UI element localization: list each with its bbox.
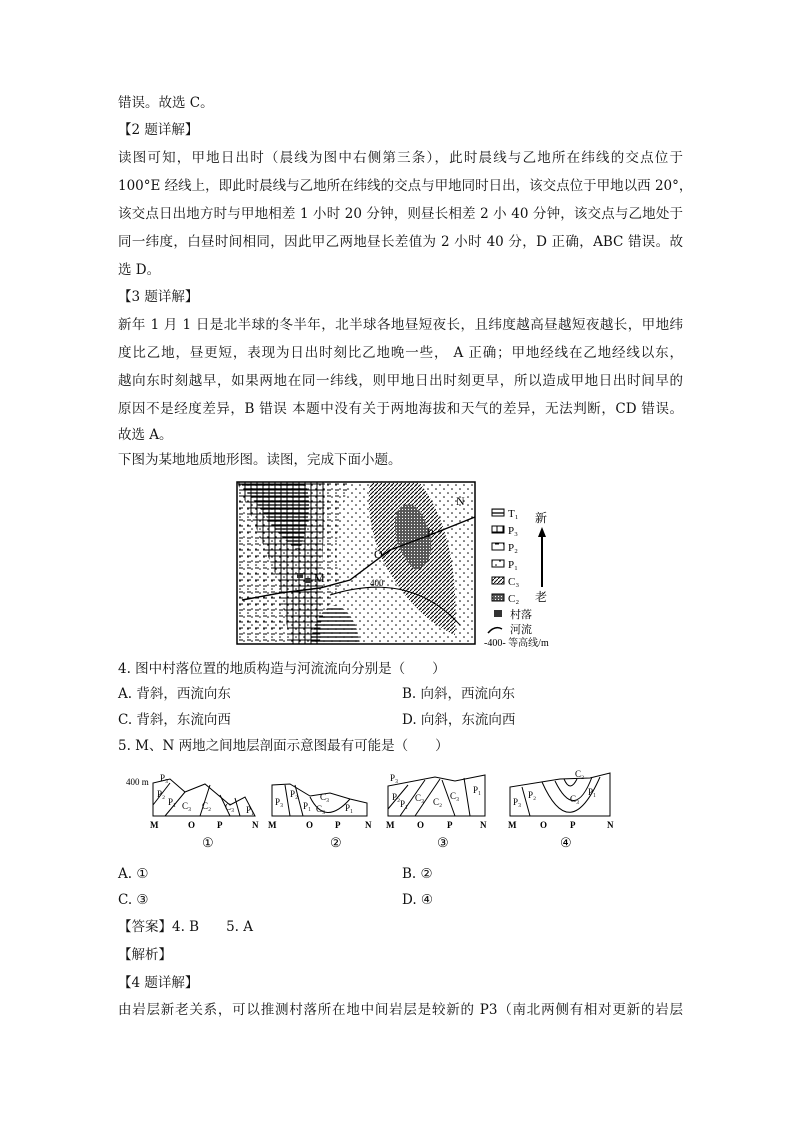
svg-text:N: N: [480, 820, 487, 830]
map-label-m: M: [314, 571, 325, 585]
svg-text:C₂: C₂: [202, 801, 212, 811]
svg-text:M: M: [508, 820, 517, 830]
svg-text:C₂: C₂: [508, 593, 520, 605]
svg-text:400 m: 400 m: [126, 777, 149, 787]
svg-text:N: N: [365, 820, 372, 830]
svg-text:N: N: [607, 820, 614, 830]
svg-text:P₂: P₂: [508, 542, 518, 554]
svg-text:C₃: C₃: [450, 791, 460, 801]
svg-text:C₃: C₃: [225, 802, 235, 812]
svg-text:P₃: P₃: [513, 797, 522, 807]
analysis-heading: 【解析】: [118, 947, 172, 963]
svg-text:O: O: [188, 820, 196, 830]
svg-text:M: M: [150, 820, 159, 830]
svg-text:M: M: [268, 820, 277, 830]
svg-text:C₃: C₃: [570, 794, 580, 804]
svg-text:C₃: C₃: [316, 804, 326, 814]
q4-option-d[interactable]: D. 向斜，东流向西: [402, 712, 516, 728]
svg-text:T₁: T₁: [508, 508, 519, 520]
svg-text:C₃: C₃: [508, 576, 520, 588]
svg-text:C₃: C₃: [320, 792, 330, 802]
text-line: 故选 A。: [118, 427, 173, 443]
svg-text:P: P: [217, 820, 223, 830]
question-4-stem: 4. 图中村落位置的地质构造与河流流向分别是（ ）: [118, 661, 446, 677]
text-line: 原因不是经度差异，B 错误 本题中没有关于两地海拔和天气的差异，无法判断，CD 错误。: [118, 401, 683, 417]
svg-text:P₁: P₁: [345, 803, 354, 813]
profile-3: [388, 773, 485, 850]
svg-text:P₂: P₂: [528, 790, 537, 800]
svg-text:M: M: [386, 820, 395, 830]
svg-text:老: 老: [535, 590, 548, 604]
text-line: 新年 1 月 1 日是北半球的冬半年，北半球各地昼短夜长，且纬度越高昼越短夜越长，甲地纬: [118, 317, 683, 333]
text-line: 同一纬度，白昼时间相同，因此甲乙两地昼长差值为 2 小时 40 分，D 正确，ABC 错误。故: [118, 234, 683, 250]
text-line: 下图为某地地质地形图。读图，完成下面小题。: [118, 452, 402, 468]
q5-option-a[interactable]: A. ①: [118, 866, 149, 882]
svg-text:P₁: P₁: [168, 797, 177, 807]
svg-text:P₃: P₃: [390, 773, 399, 783]
svg-text:P: P: [335, 820, 341, 830]
svg-text:P₂: P₂: [392, 792, 401, 802]
section-heading: 【2 题详解】: [118, 122, 199, 138]
text-line: 100°E 经线上，即此时晨线与乙地所在纬线的交点与甲地同时日出，该交点位于甲地以西 20°，: [118, 178, 693, 194]
svg-text:P₂: P₂: [290, 789, 299, 799]
svg-text:P₁: P₁: [588, 787, 597, 797]
svg-text:O: O: [306, 820, 314, 830]
svg-text:P₂: P₂: [157, 789, 166, 799]
svg-text:新: 新: [535, 511, 548, 525]
answer-line: 【答案】4. B 5. A: [118, 919, 254, 935]
svg-text:P₁: P₁: [303, 801, 312, 811]
section-heading: 【4 题详解】: [118, 975, 199, 991]
section-heading: 【3 题详解】: [118, 289, 199, 305]
svg-text:P₃: P₃: [275, 797, 284, 807]
svg-text:P₁: P₁: [246, 805, 255, 815]
svg-text:-400- 等高线/m: -400- 等高线/m: [484, 638, 549, 649]
svg-text:②: ②: [330, 835, 342, 850]
map-legend: [484, 508, 549, 649]
text-line: 错误。故选 C。: [118, 95, 214, 111]
svg-text:C₂: C₂: [575, 769, 585, 779]
svg-text:C₃: C₃: [182, 801, 192, 811]
q5-option-b[interactable]: B. ②: [402, 866, 433, 882]
q4-option-b[interactable]: B. 向斜，西流向东: [402, 686, 516, 702]
svg-text:C₂: C₂: [433, 797, 443, 807]
svg-text:P₃: P₃: [160, 773, 169, 783]
svg-text:O: O: [540, 820, 548, 830]
q5-option-d[interactable]: D. ④: [402, 892, 434, 908]
svg-text:P₁: P₁: [473, 785, 482, 795]
svg-text:P₁: P₁: [508, 559, 518, 571]
svg-text:P₁: P₁: [400, 799, 409, 809]
svg-text:河流: 河流: [510, 624, 532, 636]
text-line: 由岩层新老关系，可以推测村落所在地中间岩层是较新的 P3（南北两侧有相对更新的岩层: [118, 1002, 683, 1018]
question-5-stem: 5. M、N 两地之间地层剖面示意图最有可能是（ ）: [118, 738, 449, 754]
map-label-n: N: [456, 494, 465, 508]
svg-text:④: ④: [560, 835, 572, 850]
text-line: 选 D。: [118, 262, 161, 278]
text-line: 越向东时刻越早，如果两地在同一纬线，则甲地日出时刻更早，所以造成甲地日出时间早的: [118, 373, 683, 389]
map-label-p: P: [427, 526, 434, 540]
svg-text:村落: 村落: [510, 609, 532, 621]
svg-text:P: P: [570, 820, 576, 830]
svg-text:C₃: C₃: [415, 793, 425, 803]
profile-2: [272, 784, 367, 850]
svg-text:N: N: [252, 820, 259, 830]
svg-text:P: P: [447, 820, 453, 830]
cross-section-figures: [110, 765, 690, 855]
geologic-map: [230, 475, 570, 650]
svg-text:P₃: P₃: [508, 525, 518, 537]
contour-label: 400: [370, 578, 384, 588]
text-line: 度比乙地，昼更短，表现为日出时刻比乙地晚一些， A 正确；甲地经线在乙地经线以东，: [118, 345, 683, 361]
map-label-o: O: [374, 547, 383, 561]
svg-text:③: ③: [437, 835, 449, 850]
svg-text:O: O: [417, 820, 425, 830]
q4-option-c[interactable]: C. 背斜，东流向西: [118, 712, 231, 728]
svg-text:①: ①: [202, 835, 214, 850]
text-line: 读图可知，甲地日出时（晨线为图中右侧第三条），此时晨线与乙地所在纬线的交点位于: [118, 150, 683, 166]
text-line: 该交点日出地方时与甲地相差 1 小时 20 分钟，则昼长相差 2 小 40 分钟，该交点与乙地处于: [118, 206, 683, 222]
profile-4: [510, 769, 610, 850]
q4-option-a[interactable]: A. 背斜，西流向东: [118, 686, 231, 702]
profile-1: [126, 773, 255, 850]
q5-option-c[interactable]: C. ③: [118, 892, 149, 908]
